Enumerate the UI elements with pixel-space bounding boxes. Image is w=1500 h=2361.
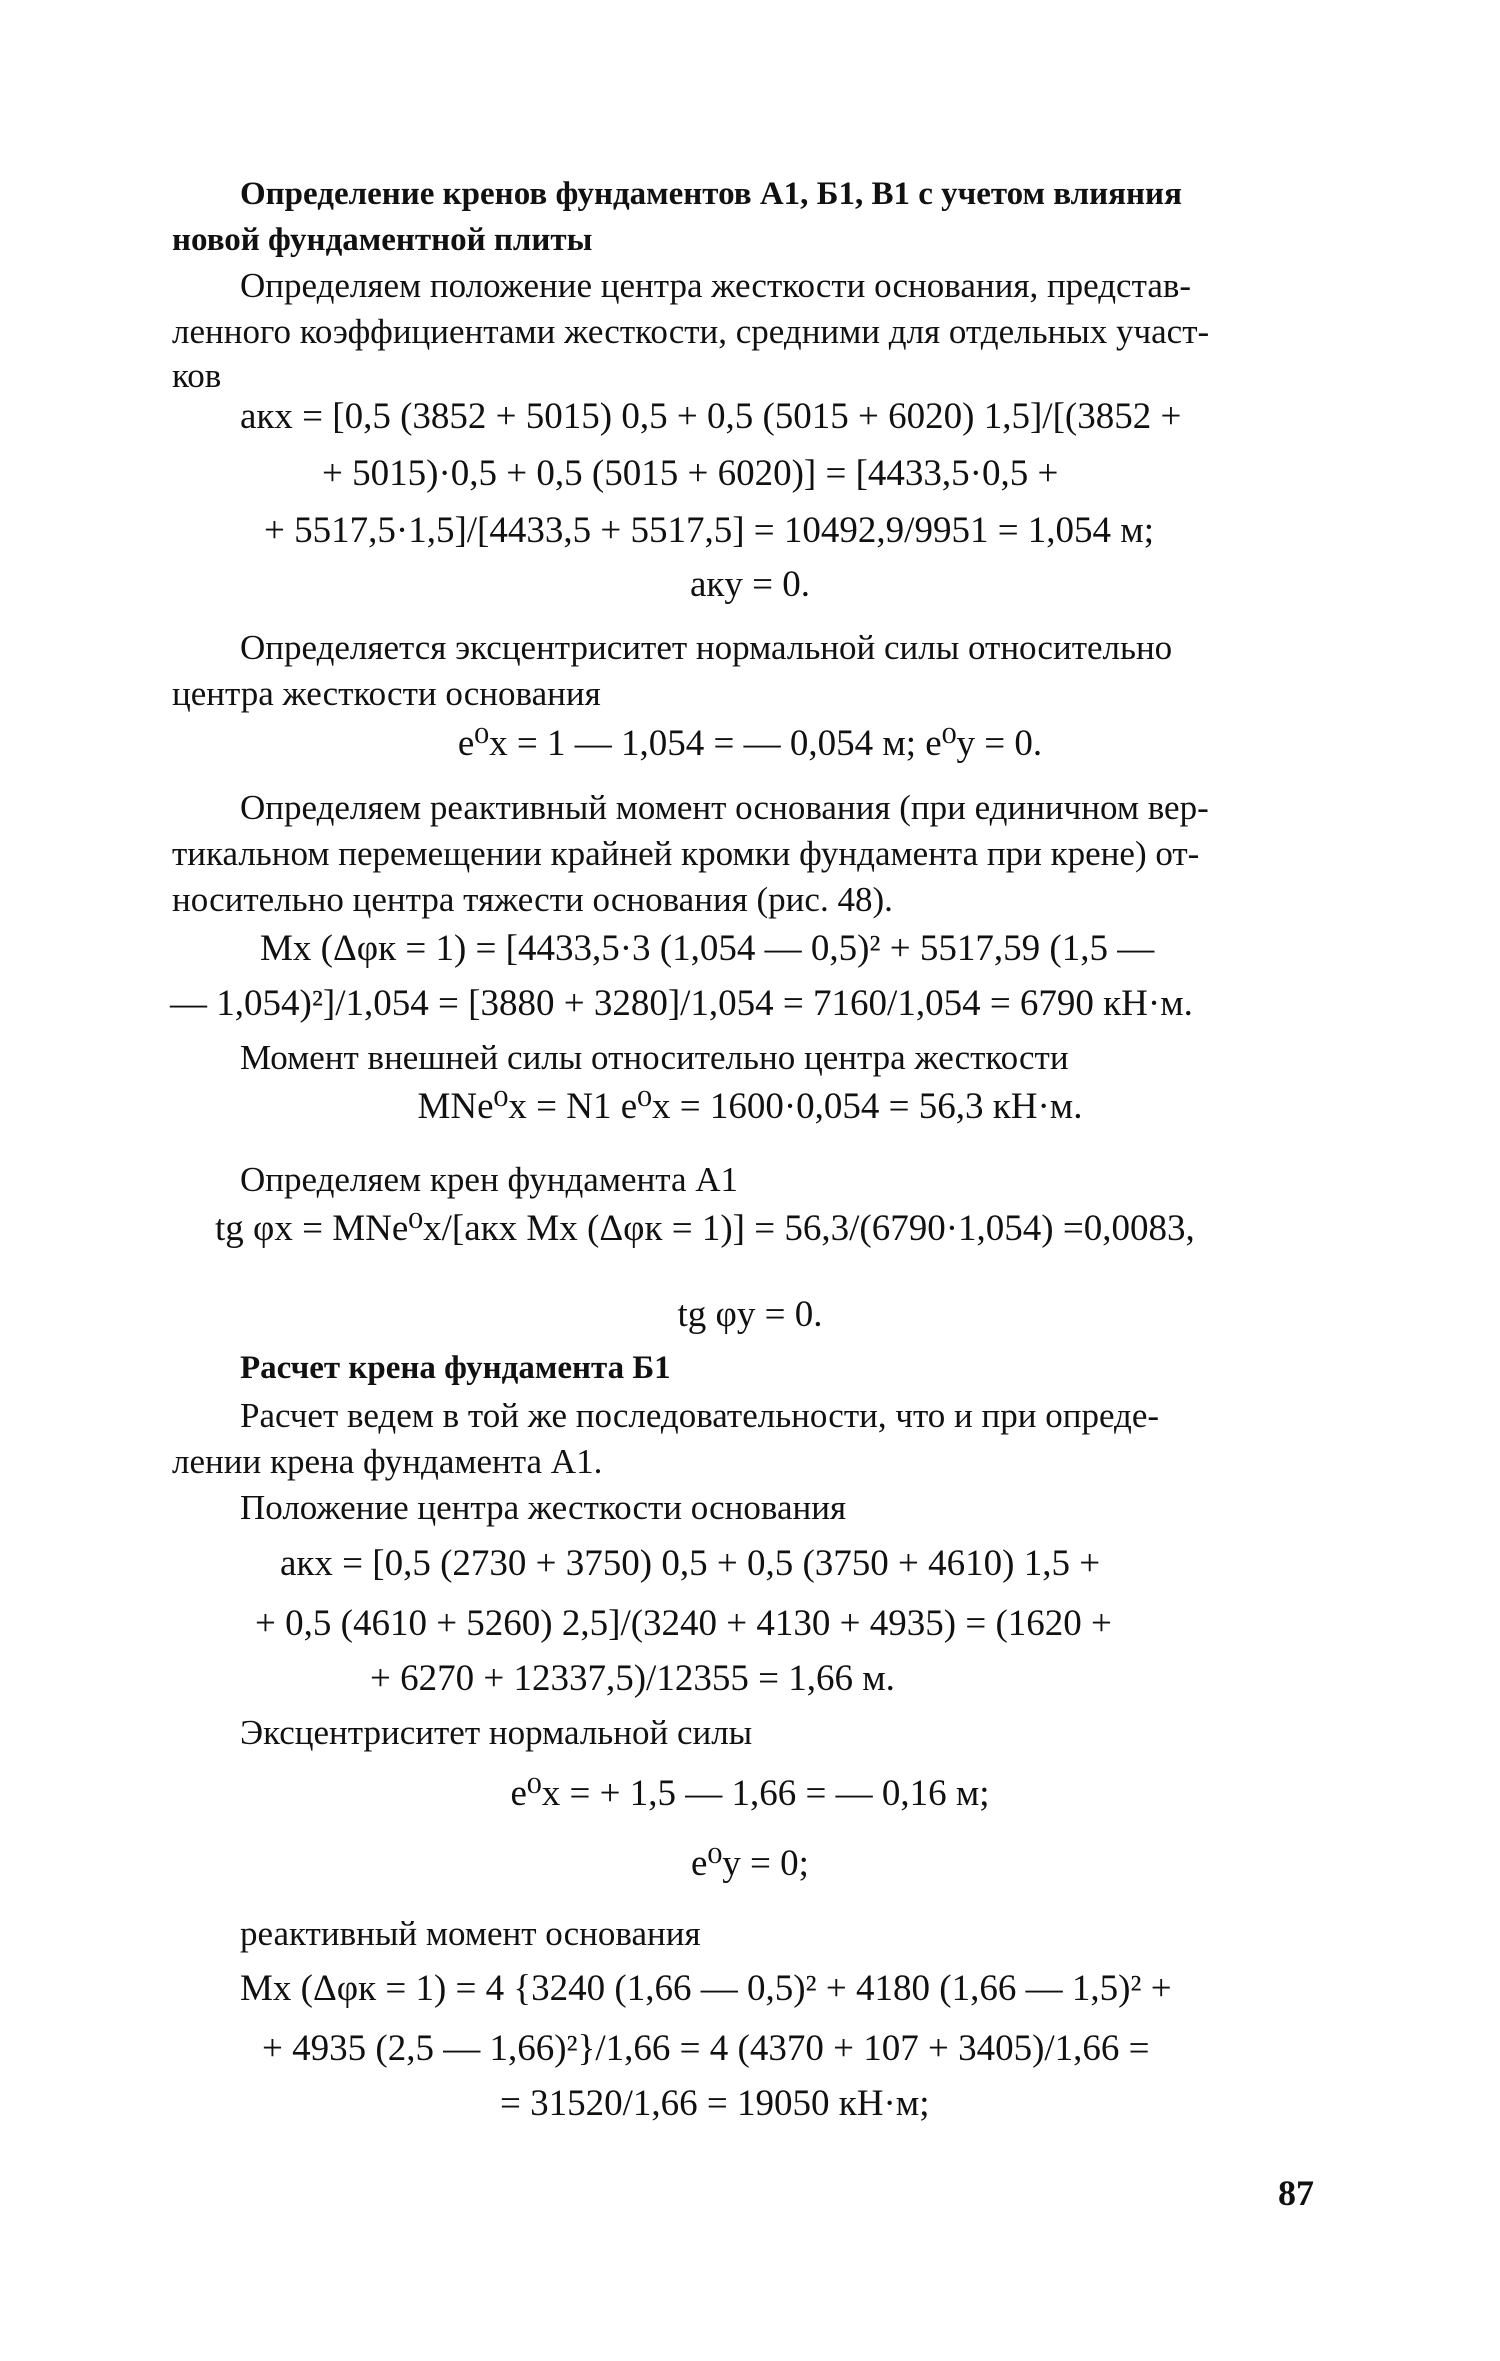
paragraph-line: Положение центра жесткости основания — [240, 1488, 847, 1527]
formula-line: = 31520/1,66 = 19050 кН·м; — [500, 2083, 930, 2124]
formula-line: Mx (Δφк = 1) = [4433,5·3 (1,054 — 0,5)² + 5517,59 (1,5 — — [260, 928, 1155, 969]
formula-line: aкy = 0. — [689, 564, 810, 605]
paragraph-line: Момент внешней силы относительно центра жесткости — [240, 1038, 1069, 1077]
paragraph-line: ков — [172, 356, 222, 395]
page-number: 87 — [1278, 2173, 1314, 2213]
formula-line: e⁰x = 1 — 1,054 = — 0,054 м; e⁰y = 0. — [457, 723, 1043, 764]
formula-line: + 0,5 (4610 + 5260) 2,5]/(3240 + 4130 + 4935) = (1620 + — [255, 1603, 1112, 1644]
formula-line: e⁰y = 0; — [691, 1843, 809, 1884]
paragraph-line: тикальном перемещении крайней кромки фундамента при крене) от- — [172, 834, 1200, 873]
paragraph-line: Определяется эксцентриситет нормальной силы относительно — [240, 628, 1173, 667]
formula-line: Mx (Δφк = 1) = 4 {3240 (1,66 — 0,5)² + 4180 (1,66 — 1,5)² + — [240, 1968, 1172, 2009]
paragraph-line: центра жесткости основания — [172, 674, 601, 713]
formula-line: e⁰x = + 1,5 — 1,66 = — 0,16 м; — [510, 1773, 990, 1814]
paragraph-line: реактивный момент основания — [240, 1914, 701, 1953]
formula-line: + 5015)·0,5 + 0,5 (5015 + 6020)] = [4433,5·0,5 + — [322, 453, 1059, 494]
paragraph-line: носительно центра тяжести основания (рис. 48). — [172, 880, 893, 919]
paragraph-line: лении крена фундамента А1. — [172, 1442, 603, 1481]
formula-line: + 6270 + 12337,5)/12355 = 1,66 м. — [370, 1658, 895, 1699]
formula-line: + 5517,5·1,5]/[4433,5 + 5517,5] = 10492,9/9951 = 1,054 м; — [264, 510, 1155, 551]
formula-line: MNe⁰x = N1 e⁰x = 1600·0,054 = 56,3 кН·м. — [417, 1086, 1083, 1127]
formula-line: aкx = [0,5 (3852 + 5015) 0,5 + 0,5 (5015 + 6020) 1,5]/[(3852 + — [240, 396, 1182, 437]
formula-line: tg φx = MNe⁰x/[aкx Mx (Δφк = 1)] = 56,3/(6790·1,054) =0,0083, — [215, 1208, 1195, 1249]
paragraph-line: Определяем положение центра жесткости основания, представ- — [240, 266, 1192, 305]
paragraph-line: ленного коэффициентами жесткости, средними для отдельных участ- — [172, 312, 1210, 351]
paragraph-line: Определяем реактивный момент основания (при единичном вер- — [240, 788, 1209, 827]
paragraph-line: Определяем крен фундамента А1 — [240, 1160, 739, 1199]
formula-line: + 4935 (2,5 — 1,66)²}/1,66 = 4 (4370 + 107 + 3405)/1,66 = — [262, 2028, 1150, 2069]
section-heading: Расчет крена фундамента Б1 — [240, 1350, 671, 1386]
section-heading-line-2: новой фундаментной плиты — [172, 222, 593, 258]
paragraph-line: Расчет ведем в той же последовательности, что и при опреде- — [240, 1396, 1160, 1435]
section-heading-line-1: Определение кренов фундаментов А1, Б1, В1 с учетом влияния — [240, 176, 1182, 212]
formula-line: aкx = [0,5 (2730 + 3750) 0,5 + 0,5 (3750 + 4610) 1,5 + — [280, 1543, 1101, 1584]
formula-line: tg φy = 0. — [677, 1294, 823, 1335]
paragraph-line: Эксцентриситет нормальной силы — [240, 1713, 753, 1752]
formula-line: — 1,054)²]/1,054 = [3880 + 3280]/1,054 = 7160/1,054 = 6790 кН·м. — [170, 983, 1193, 1024]
